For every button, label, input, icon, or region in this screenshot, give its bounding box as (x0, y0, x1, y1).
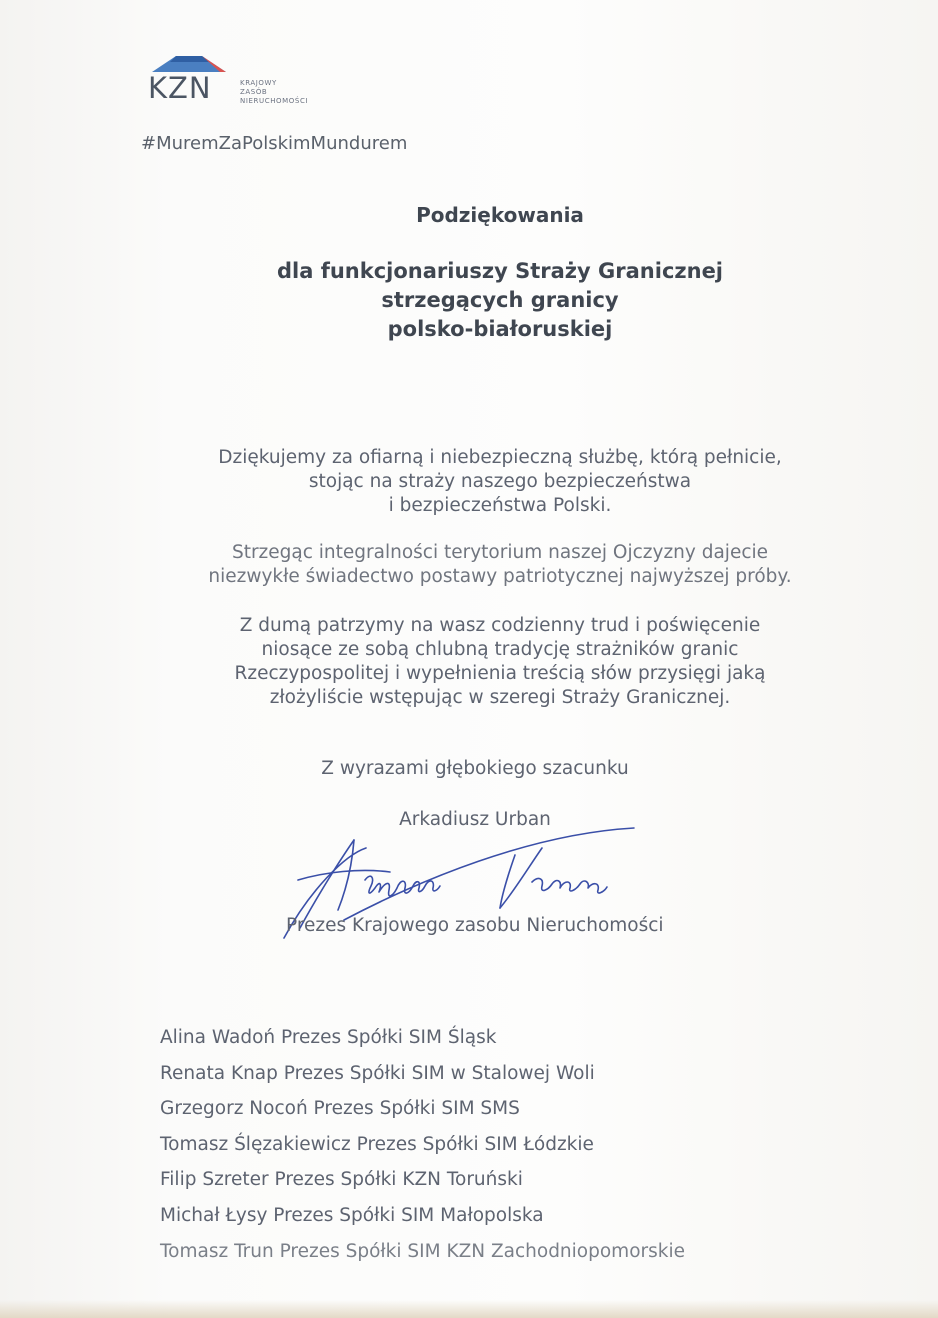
letter-subtitle (0, 257, 938, 344)
signatories-list (160, 1020, 685, 1269)
closing-phrase: Z wyrazami głębokiego szacunku (321, 758, 629, 779)
list-item: Filip Szreter Prezes Spółki KZN Toruński (160, 1169, 523, 1191)
list-item: Tomasz Trun Prezes Spółki SIM KZN Zachodniopomorskie (160, 1240, 686, 1262)
subtitle-line: strzegących granicy (381, 288, 619, 312)
paragraph-line: Strzegąc integralności terytorium naszej Ojczyzny dajecie (231, 542, 769, 563)
paragraph-pride (0, 614, 938, 710)
signer-name: Arkadiusz Urban (399, 809, 551, 830)
paragraph-line: i bezpieczeństwa Polski. (388, 495, 612, 516)
paragraph-integrity (0, 541, 938, 589)
list-item: Renata Knap Prezes Spółki SIM w Stalowej Woli (160, 1062, 595, 1084)
logo-subtitle-line: NIERUCHOMOŚCI (240, 97, 309, 105)
list-item: Grzegorz Nocoń Prezes Spółki SIM SMS (160, 1098, 520, 1120)
logo-subtitle (240, 79, 308, 106)
paragraph-line: niezwykłe świadectwo postawy patriotycznej najwyższej próby. (208, 566, 792, 587)
paragraph-line: Z dumą patrzymy na wasz codzienny trud i poświęcenie (239, 615, 761, 636)
logo-abbreviation: KZN (148, 71, 212, 105)
signer-position: Prezes Krajowego zasobu Nieruchomości (286, 915, 664, 936)
letter-title: Podziękowania (416, 203, 584, 227)
paragraph-line: Dziękujemy za ofiarną i niebezpieczną służbę, którą pełnicie, (218, 447, 782, 468)
list-item: Michał Łysy Prezes Spółki SIM Małopolska (160, 1204, 544, 1226)
hashtag: #MuremZaPolskimMundurem (141, 133, 408, 154)
paragraph-line: Rzeczypospolitej i wypełnienia treścią słów przysięgi jaką (234, 663, 766, 684)
subtitle-line: dla funkcjonariuszy Straży Granicznej (276, 259, 724, 283)
logo-subtitle-line: ZASÓB (240, 88, 268, 96)
paragraph-line: niosące ze sobą chlubną tradycję strażników granic (261, 639, 739, 660)
list-item: Alina Wadoń Prezes Spółki SIM Śląsk (160, 1027, 497, 1048)
paragraph-line: stojąc na straży naszego bezpieczeństwa (308, 471, 692, 492)
subtitle-line: polsko-białoruskiej (387, 317, 613, 341)
paragraph-thanks (0, 446, 938, 518)
kzn-logo (148, 52, 348, 112)
logo-subtitle-line: KRAJOWY (240, 79, 277, 87)
list-item: Tomasz Ślęzakiewicz Prezes Spółki SIM Łódzkie (160, 1133, 594, 1155)
paragraph-line: złożyliście wstępując w szeregi Straży Granicznej. (269, 687, 731, 708)
